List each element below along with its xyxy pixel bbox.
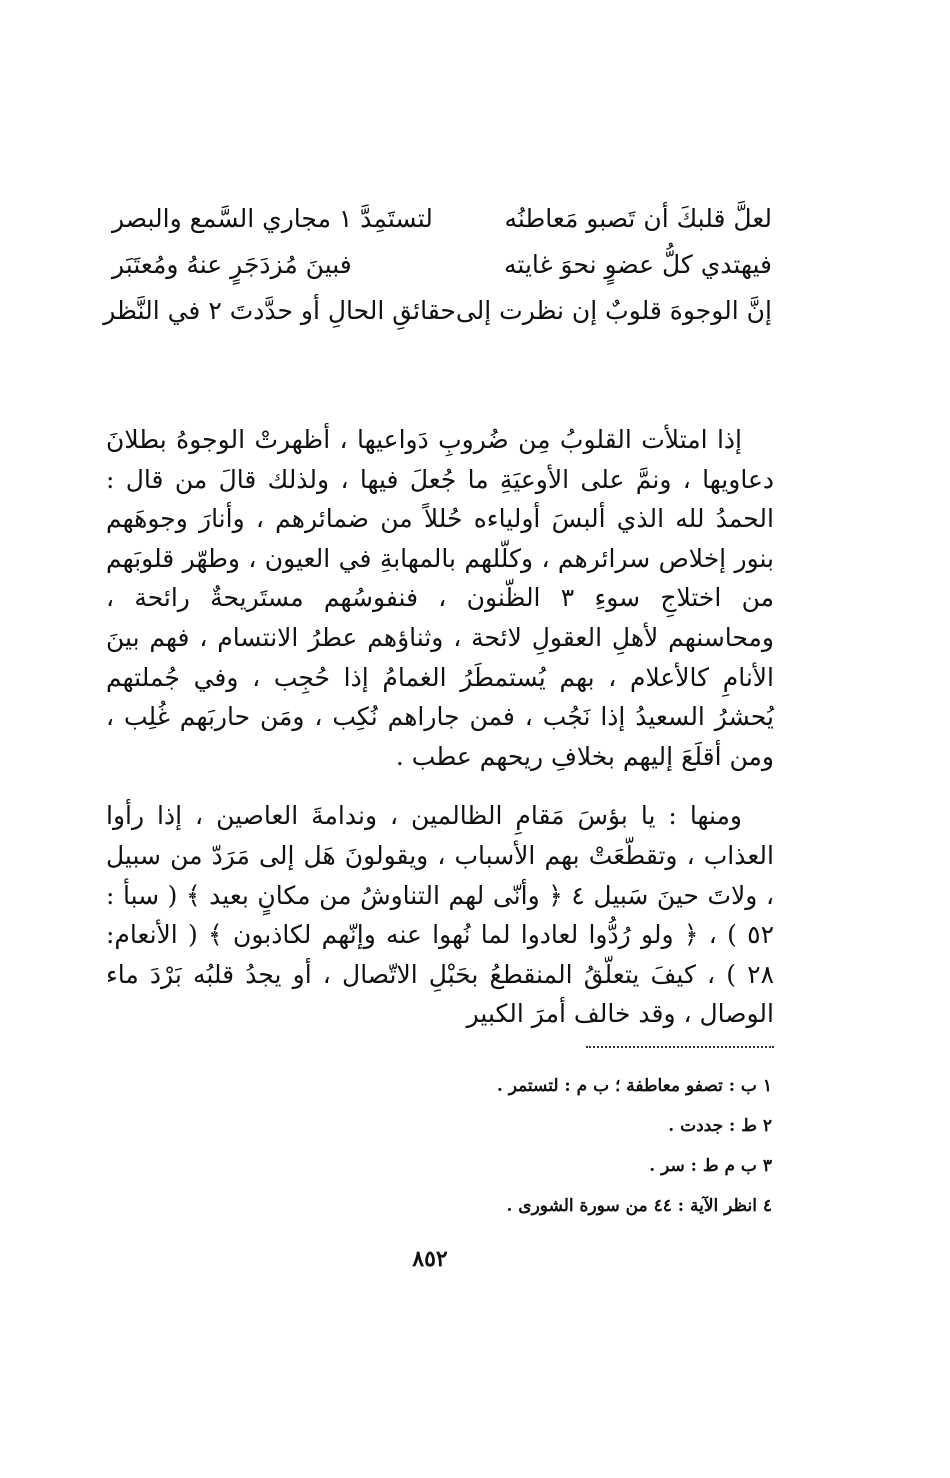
footnote: ١ ب : تصفو معاطفة ؛ ب م : لتستمر . — [496, 1076, 772, 1096]
footnote-separator — [586, 1046, 774, 1048]
verse-first-hemistich: إنَّ الوجوهَ قلوبٌ إن نظرت إلى — [455, 296, 772, 325]
poem-verse — [112, 242, 772, 288]
verse-second-hemistich: لتستَمِدَّ ١ مجاري السَّمع والبصر — [112, 204, 433, 233]
footnote: ٣ ب م ط : سر . — [649, 1156, 772, 1176]
verse-first-hemistich: لعلَّ قلبكَ أن تَصبو مَعاطنُه — [504, 204, 772, 233]
footnotes — [172, 1066, 772, 1226]
poem-verse — [103, 288, 772, 334]
poem-verse — [112, 196, 772, 242]
footnote: ٢ ط : جددت . — [668, 1116, 772, 1136]
paragraph: ومنها : يا بؤسَ مَقامِ الظالمين ، وندامةَ العاصين ، إذا رأوا العذاب ، وتقطّعَتْ بهم الأسباب ، ويقولونَ هَل إلى مَرَدّ من سبيل ، ولاتَ حينَ سَبيل ٤ ﴿ وأنّى لهم التناوشُ من مكانٍ بعيد ﴾ ( سبأ : ٥٢ ) ، ﴿ ولو رُدُّوا لعادوا لما نُهوا عنه وإنّهم لكاذبون ﴾ ( الأنعام: ٢٨ ) ، كيفَ يتعلّقُ المنقطعُ بحَبْلِ الاتّصال ، أو يجدُ قلبُه بَرْدَ ماء الوصال ، وقد خالف أمرَ الكبير — [106, 801, 775, 1029]
paragraph: إذا امتلأت القلوبُ مِن ضُروبِ دَواعيها ، أظهرتْ الوجوهُ بطلانَ دعاويها ، ونمَّ على الأوعيَةِ ما جُعلَ فيها ، ولذلك قالَ من قال : الحمدُ لله الذي ألبسَ أولياءه حُللاً من ضمائرهم ، وأنارَ وجوهَهم بنور إخلاص سرائرهم ، وكلّلهم بالمهابةِ في العيون ، وطهّر قلوبَهم من اختلاجِ سوءِ ٣ الظّنون ، فنفوسُهم مستَريحةٌ رائحة ، ومحاسنهم لأهلِ العقولِ لائحة ، وثناؤهم عطرُ الانتسام ، فهم بينَ الأنامِ كالأعلام ، بهم يُستمطَرُ الغمامُ إذا حُجِب ، وفي جُملتهم يُحشرُ السعيدُ إذا نَجُب ، فمن جاراهم نُكِب ، ومَن حاربَهم غُلِب ، ومن أقلَعَ إليهم بخلافِ ريحهم عطب . — [106, 425, 774, 771]
verse-first-hemistich: فيهتدي كلُّ عضوٍ نحوَ غايته — [504, 250, 772, 279]
verse-second-hemistich: فبينَ مُزدَجَرٍ عنهُ ومُعتَبَر — [112, 250, 352, 279]
prose-body — [106, 420, 774, 1034]
poem-block — [103, 196, 772, 334]
verse-second-hemistich: حقائقِ الحالِ أو حدَّدتَ ٢ في النَّظر — [103, 296, 456, 325]
page-number: ٨٥٢ — [412, 1246, 448, 1272]
footnote: ٤ انظر الآية : ٤٤ من سورة الشورى . — [506, 1196, 772, 1216]
